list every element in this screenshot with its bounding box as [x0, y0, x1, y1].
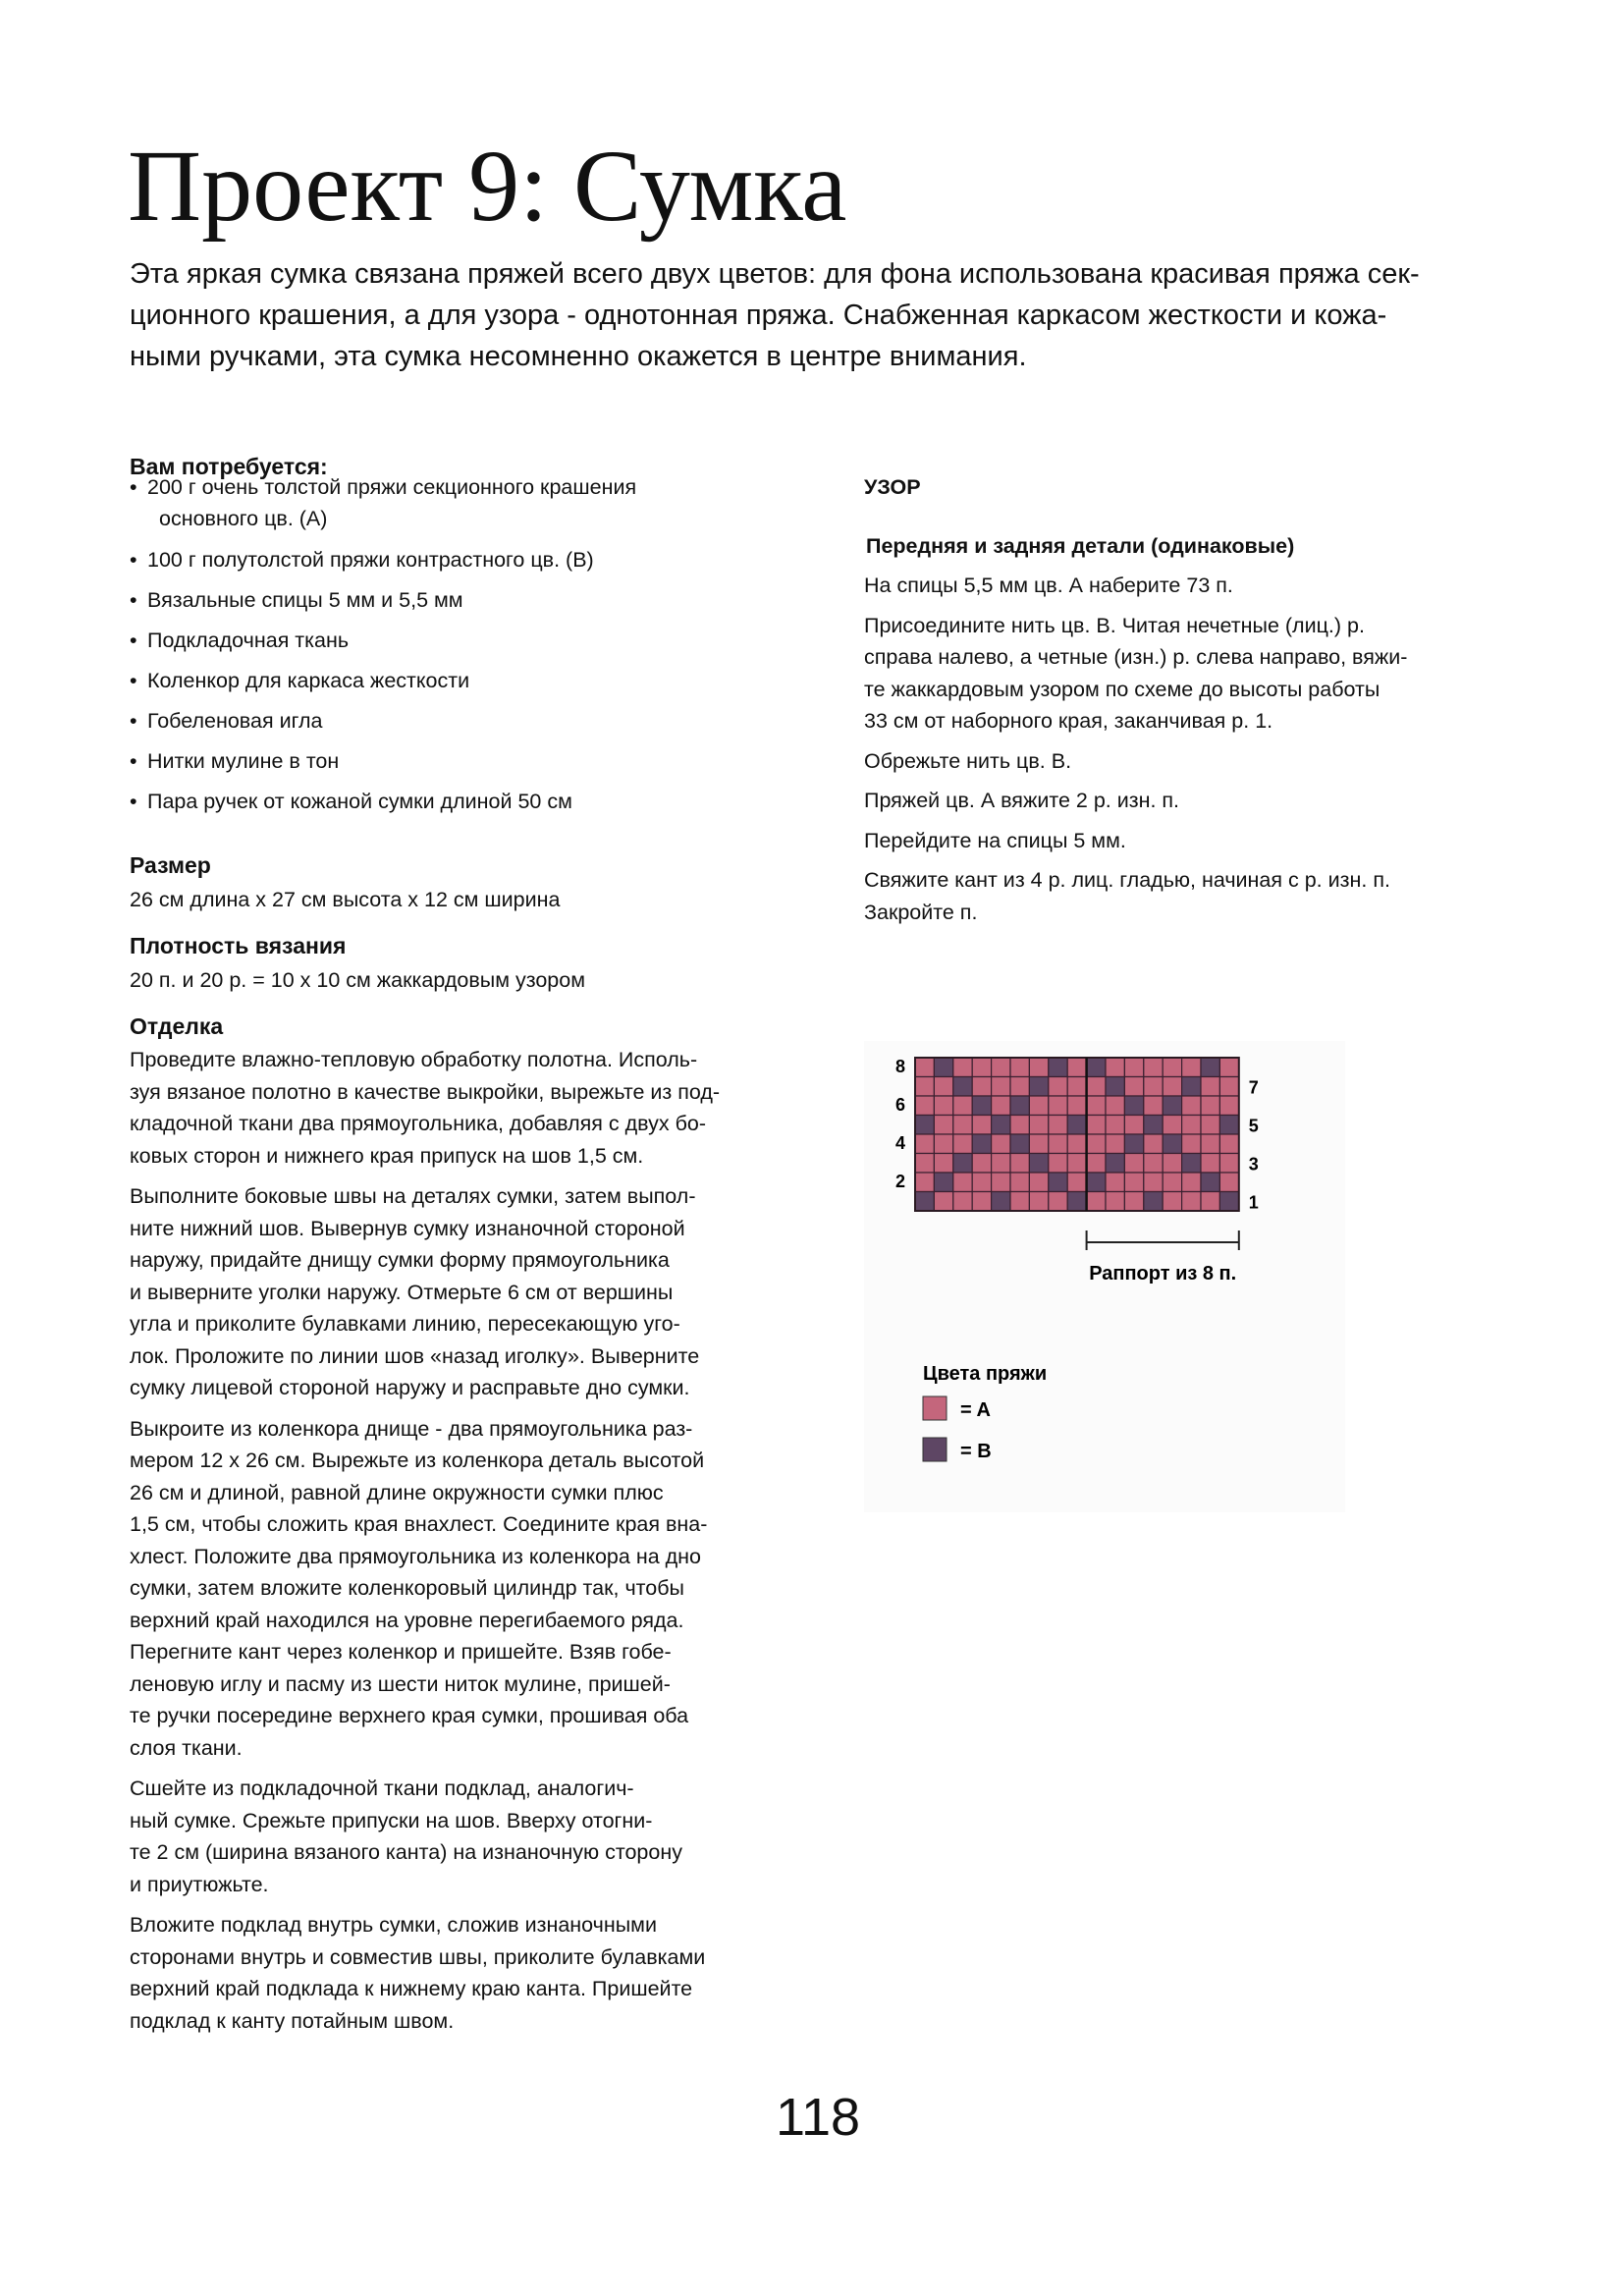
size-text: 26 см длина x 27 см высота x 12 см ширина — [130, 888, 561, 911]
finishing-line: зуя вязаное полотно в качестве выкройки, вырежьте из под- — [130, 1079, 721, 1104]
row-label: 7 — [1248, 1077, 1259, 1098]
pattern-line: Свяжите кант из 4 р. лиц. гладью, начиная с р. изн. п. — [864, 868, 1390, 892]
chart-cell — [992, 1173, 1010, 1192]
finishing-line: Вложите подклад внутрь сумки, сложив изнаночными — [130, 1913, 657, 1937]
chart-cell — [915, 1154, 934, 1174]
chart-cell — [1010, 1134, 1029, 1154]
chart-cell — [1106, 1192, 1124, 1212]
bullet-icon: • — [130, 749, 137, 773]
chart-cell — [972, 1192, 991, 1212]
chart-cell — [915, 1058, 934, 1077]
finishing-line: лок. Проложите по линии шов «назад иголку». Выверните — [130, 1343, 700, 1368]
chart-cell — [1106, 1173, 1124, 1192]
chart-cell — [972, 1134, 991, 1154]
chart-cell — [934, 1096, 952, 1116]
pattern-line: Пряжей цв. А вяжите 2 р. изн. п. — [864, 789, 1180, 812]
chart-cell — [1067, 1116, 1086, 1135]
chart-cell — [1201, 1173, 1219, 1192]
chart-cell — [972, 1154, 991, 1174]
chart-cell — [1219, 1192, 1238, 1212]
bullet-icon: • — [130, 588, 137, 612]
chart-cell — [1010, 1116, 1029, 1135]
chart-cell — [915, 1192, 934, 1212]
chart-cell — [1124, 1173, 1143, 1192]
chart-cell — [1106, 1116, 1124, 1135]
chart-cell — [1219, 1116, 1238, 1135]
chart-cell — [1049, 1116, 1067, 1135]
pattern-paragraph — [864, 864, 1407, 928]
finishing-line: ковых сторон и нижнего края припуск на шов 1,5 см. — [130, 1143, 644, 1168]
legend-swatch — [923, 1438, 947, 1461]
material-line: Подкладочная ткань — [147, 629, 350, 652]
pattern-heading: УЗОР — [864, 475, 921, 499]
chart-cell — [1163, 1096, 1181, 1116]
row-label: 3 — [1248, 1154, 1259, 1175]
chart-cell — [953, 1096, 972, 1116]
chart-cell — [1163, 1134, 1181, 1154]
chart-cell — [1163, 1116, 1181, 1135]
chart-cell — [1182, 1058, 1201, 1077]
bullet-icon: • — [130, 629, 137, 652]
chart-cell — [1067, 1134, 1086, 1154]
material-line: 200 г очень толстой пряжи секционного крашения — [147, 475, 637, 499]
chart-cell — [1049, 1173, 1067, 1192]
chart-cell — [1124, 1058, 1143, 1077]
chart-cell — [1106, 1154, 1124, 1174]
pattern-line: те жаккардовым узором по схеме до высоты работы — [864, 677, 1380, 701]
chart-cell — [1219, 1077, 1238, 1097]
pattern-paragraph — [864, 745, 1407, 778]
chart-cell — [1124, 1077, 1143, 1097]
row-label: 6 — [895, 1095, 906, 1115]
chart-cell — [1144, 1173, 1163, 1192]
chart-cell — [1182, 1134, 1201, 1154]
chart-cell — [1182, 1154, 1201, 1174]
repeat-label: Раппорт из 8 п. — [1089, 1263, 1237, 1285]
chart-cell — [953, 1192, 972, 1212]
chart-cell — [1201, 1058, 1219, 1077]
finishing-line: верхний край подклада к нижнему краю канта. Пришейте — [130, 1977, 693, 2000]
chart-cell — [1144, 1096, 1163, 1116]
pattern-text — [864, 570, 1407, 936]
row-label: 4 — [895, 1133, 906, 1153]
chart-cell — [953, 1058, 972, 1077]
finishing-line: 26 см и длиной, равной длине окружности сумки плюс — [130, 1480, 664, 1504]
chart-cell — [1067, 1192, 1086, 1212]
chart-cell — [1087, 1173, 1106, 1192]
finishing-line: 1,5 см, чтобы сложить края внахлест. Соедините края вна- — [130, 1512, 708, 1536]
finishing-line: подклад к канту потайным швом. — [130, 2008, 455, 2033]
finishing-line: ните нижний шов. Вывернув сумку изнаночной стороной — [130, 1216, 685, 1240]
legend-swatch — [923, 1396, 947, 1420]
chart-cell — [1144, 1154, 1163, 1174]
chart-cell — [1124, 1116, 1143, 1135]
pattern-paragraph — [864, 570, 1407, 602]
material-item — [130, 705, 322, 737]
pattern-line: 33 см от наборного края, заканчивая р. 1. — [864, 709, 1273, 733]
chart-cell — [953, 1077, 972, 1097]
finishing-line: сумку лицевой стороной наружу и расправьте дно сумки. — [130, 1376, 690, 1399]
chart-cell — [953, 1154, 972, 1174]
chart-cell — [1087, 1096, 1106, 1116]
finishing-line: Проведите влажно-тепловую обработку полотна. Исполь- — [130, 1048, 698, 1071]
chart-cell — [1219, 1096, 1238, 1116]
chart-cell — [1163, 1173, 1181, 1192]
chart-cell — [934, 1058, 952, 1077]
chart-cell — [992, 1134, 1010, 1154]
pattern-paragraph — [864, 610, 1407, 738]
finishing-line: кладочной ткани два прямоугольника, добавляя с двух бо- — [130, 1112, 707, 1135]
material-item — [130, 584, 463, 616]
chart-cell — [1163, 1192, 1181, 1212]
bullet-icon: • — [130, 709, 137, 733]
chart-cell — [1087, 1154, 1106, 1174]
finishing-line: сумки, затем вложите коленкоровый цилиндр так, чтобы — [130, 1576, 684, 1600]
chart-cell — [1219, 1173, 1238, 1192]
pattern-paragraph — [864, 825, 1407, 857]
material-line: Пара ручек от кожаной сумки длиной 50 см — [147, 790, 572, 813]
finishing-line: Перегните кант через коленкор и пришейте. Взяв гобе- — [130, 1640, 672, 1664]
chart-cell — [934, 1192, 952, 1212]
chart-cell — [1124, 1134, 1143, 1154]
intro-line: ционного крашения, а для узора - однотонная пряжа. Снабженная каркасом жесткости и кожа- — [130, 300, 1387, 331]
chart-cell — [934, 1134, 952, 1154]
material-line: Коленкор для каркаса жесткости — [147, 669, 470, 692]
chart-cell — [1067, 1058, 1086, 1077]
chart-cell — [1144, 1192, 1163, 1212]
material-item — [130, 786, 572, 817]
finishing-line: Сшейте из подкладочной ткани подклад, аналогич- — [130, 1777, 634, 1800]
gauge-text: 20 п. и 20 р. = 10 x 10 см жаккардовым узором — [130, 968, 585, 992]
chart-cell — [1201, 1192, 1219, 1212]
material-item — [130, 544, 594, 575]
chart-cell — [1106, 1077, 1124, 1097]
pattern-line: Перейдите на спицы 5 мм. — [864, 828, 1126, 852]
intro — [130, 253, 1524, 377]
finishing-paragraph — [130, 1909, 720, 2037]
chart-cell — [992, 1096, 1010, 1116]
legend-label: = B — [960, 1441, 992, 1462]
page-title: Проект 9: Сумка — [128, 130, 847, 243]
chart-cell — [1067, 1077, 1086, 1097]
chart-cell — [992, 1154, 1010, 1174]
material-line: Вязальные спицы 5 мм и 5,5 мм — [147, 588, 463, 612]
finishing-paragraph — [130, 1773, 720, 1900]
finishing-line: те 2 см (ширина вязаного канта) на изнаночную сторону — [130, 1840, 682, 1864]
chart-cell — [1201, 1116, 1219, 1135]
bullet-icon: • — [130, 669, 137, 692]
finishing-line: сторонами внутрь и совместив швы, приколите булавками — [130, 1944, 706, 1969]
materials-heading: Вам потребуется: — [130, 454, 328, 479]
chart-cell — [1049, 1058, 1067, 1077]
chart-cell — [915, 1116, 934, 1135]
finishing-line: и выверните уголки наружу. Отмерьте 6 см от вершины — [130, 1280, 674, 1304]
chart-cell — [1087, 1116, 1106, 1135]
pattern-subheading: Передняя и задняя детали (одинаковые) — [866, 534, 1295, 558]
chart-cell — [992, 1058, 1010, 1077]
finishing-line: мером 12 x 26 см. Вырежьте из коленкора деталь высотой — [130, 1449, 705, 1472]
finishing-line: Выкроите из коленкора днище - два прямоугольника раз- — [130, 1416, 693, 1441]
chart-cell — [1049, 1154, 1067, 1174]
chart-cell — [1010, 1096, 1029, 1116]
chart-cell — [1106, 1134, 1124, 1154]
chart-cell — [934, 1154, 952, 1174]
chart-cell — [1124, 1192, 1143, 1212]
chart-cell — [1087, 1058, 1106, 1077]
chart-cell — [1049, 1134, 1067, 1154]
finishing-heading: Отделка — [130, 1013, 224, 1039]
pattern-line: На спицы 5,5 мм цв. А наберите 73 п. — [864, 574, 1233, 597]
chart-cell — [1049, 1192, 1067, 1212]
chart-cell — [1201, 1077, 1219, 1097]
chart-cell — [1029, 1058, 1048, 1077]
chart-cell — [1010, 1077, 1029, 1097]
chart-cell — [1163, 1077, 1181, 1097]
chart-cell — [992, 1116, 1010, 1135]
chart-cell — [1087, 1134, 1106, 1154]
legend-label: = A — [960, 1399, 991, 1421]
chart-cell — [915, 1096, 934, 1116]
finishing-line: слоя ткани. — [130, 1735, 243, 1760]
page-number: 118 — [776, 2088, 861, 2147]
chart-cell — [1010, 1058, 1029, 1077]
gauge-heading: Плотность вязания — [130, 933, 347, 958]
chart-cell — [992, 1192, 1010, 1212]
chart-cell — [1182, 1192, 1201, 1212]
chart-cell — [1029, 1154, 1048, 1174]
row-label: 2 — [895, 1172, 906, 1191]
material-item — [130, 745, 339, 777]
chart-cell — [1049, 1096, 1067, 1116]
chart-cell — [1219, 1058, 1238, 1077]
pattern-line: Закройте п. — [864, 900, 978, 924]
row-label: 1 — [1248, 1192, 1259, 1213]
chart-cell — [1106, 1058, 1124, 1077]
finishing-line: и приутюжьте. — [130, 1872, 269, 1896]
chart-cell — [1067, 1173, 1086, 1192]
chart-cell — [1087, 1077, 1106, 1097]
chart-cell — [1010, 1154, 1029, 1174]
material-line: Гобеленовая игла — [147, 709, 323, 733]
chart-cell — [1182, 1096, 1201, 1116]
chart-cell — [953, 1116, 972, 1135]
chart-cell — [953, 1134, 972, 1154]
material-line: Нитки мулине в тон — [147, 749, 340, 773]
chart-cell — [1144, 1077, 1163, 1097]
chart-cell — [1087, 1192, 1106, 1212]
material-item — [130, 471, 636, 534]
chart-cell — [915, 1173, 934, 1192]
chart-cell — [1201, 1154, 1219, 1174]
material-item — [130, 665, 469, 696]
chart-cell — [1029, 1134, 1048, 1154]
chart-cell — [1049, 1077, 1067, 1097]
finishing-paragraph — [130, 1044, 720, 1172]
pattern-line: справа налево, а четные (изн.) р. слева направо, вяжи- — [864, 645, 1408, 669]
chart-cell — [1067, 1154, 1086, 1174]
chart-cell — [972, 1077, 991, 1097]
chart-cell — [1182, 1173, 1201, 1192]
finishing-line: те ручки посередине верхнего края сумки, прошивая оба — [130, 1704, 689, 1727]
bullet-icon: • — [130, 548, 137, 572]
chart-cell — [1201, 1134, 1219, 1154]
pattern-paragraph — [864, 785, 1407, 817]
chart-cell — [934, 1173, 952, 1192]
chart-cell — [1010, 1192, 1029, 1212]
chart-cell — [992, 1077, 1010, 1097]
pattern-line: Обрежьте нить цв. В. — [864, 748, 1072, 773]
chart-cell — [1029, 1116, 1048, 1135]
chart-cell — [1144, 1134, 1163, 1154]
chart-cell — [1124, 1096, 1143, 1116]
chart-cell — [1144, 1116, 1163, 1135]
finishing-line: хлест. Положите два прямоугольника из коленкора на дно — [130, 1544, 702, 1568]
chart-cell — [915, 1134, 934, 1154]
bullet-icon: • — [130, 475, 137, 499]
bullet-icon: • — [130, 790, 137, 813]
finishing-text — [130, 1044, 720, 2046]
chart-cell — [1144, 1058, 1163, 1077]
chart-cell — [972, 1173, 991, 1192]
chart-cell — [1163, 1154, 1181, 1174]
intro-line: ными ручками, эта сумка несомненно окажется в центре внимания. — [130, 341, 1027, 372]
chart-cell — [1029, 1096, 1048, 1116]
knitting-chart — [864, 1041, 1355, 1517]
chart-cell — [934, 1116, 952, 1135]
chart-cell — [1067, 1096, 1086, 1116]
chart-cell — [1029, 1173, 1048, 1192]
legend-title: Цвета пряжи — [923, 1363, 1048, 1385]
row-label: 8 — [895, 1057, 906, 1076]
chart-cell — [1219, 1134, 1238, 1154]
row-label: 5 — [1248, 1116, 1259, 1136]
chart-cell — [1219, 1154, 1238, 1174]
chart-cell — [1163, 1058, 1181, 1077]
chart-cell — [1182, 1116, 1201, 1135]
finishing-line: угла и приколите булавками линию, пересекающую уго- — [130, 1312, 680, 1336]
material-line: 100 г полутолстой пряжи контрастного цв. (В) — [147, 548, 594, 572]
size-heading: Размер — [130, 852, 211, 878]
finishing-line: ный сумке. Срежьте припуски на шов. Вверху отогни- — [130, 1808, 653, 1832]
finishing-paragraph — [130, 1180, 720, 1404]
chart-cell — [1106, 1096, 1124, 1116]
chart-cell — [1124, 1154, 1143, 1174]
chart-cell — [972, 1096, 991, 1116]
finishing-line: наружу, придайте днищу сумки форму прямоугольника — [130, 1248, 670, 1272]
material-item — [130, 625, 349, 656]
chart-cell — [972, 1058, 991, 1077]
chart-cell — [1182, 1077, 1201, 1097]
material-line: основного цв. (А) — [159, 507, 328, 530]
finishing-line: Выполните боковые швы на деталях сумки, затем выпол- — [130, 1184, 696, 1208]
intro-line: Эта яркая сумка связана пряжей всего двух цветов: для фона использована красивая пряжа сек- — [130, 258, 1420, 290]
chart-cell — [1010, 1173, 1029, 1192]
finishing-line: верхний край находился на уровне перегибаемого ряда. — [130, 1608, 684, 1632]
chart-cell — [1201, 1096, 1219, 1116]
finishing-line: леновую иглу и пасму из шести ниток мулине, пришей- — [130, 1671, 671, 1696]
chart-cell — [972, 1116, 991, 1135]
chart-cell — [953, 1173, 972, 1192]
chart-cell — [915, 1077, 934, 1097]
chart-cell — [1029, 1077, 1048, 1097]
materials-list — [130, 475, 758, 845]
chart-cell — [1029, 1192, 1048, 1212]
pattern-line: Присоедините нить цв. В. Читая нечетные (лиц.) р. — [864, 613, 1365, 637]
chart-cell — [934, 1077, 952, 1097]
finishing-paragraph — [130, 1413, 720, 1765]
